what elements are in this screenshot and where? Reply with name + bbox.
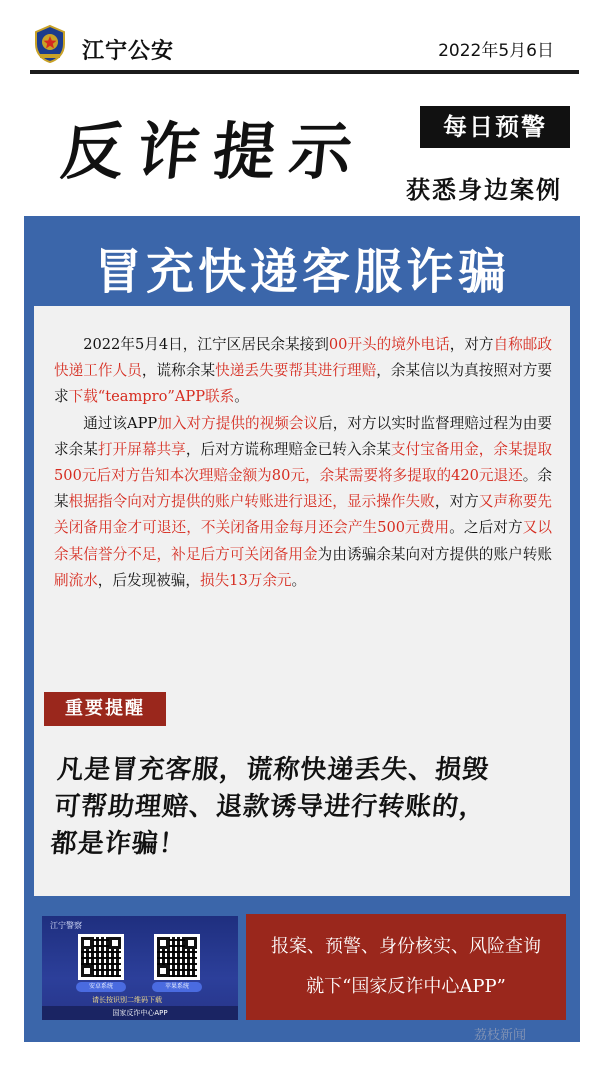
content-frame — [24, 216, 580, 1042]
watermark: 荔枝新闻 — [474, 1028, 527, 1043]
qr-label-android: 安卓系统 — [76, 982, 126, 992]
tagline: 获悉身边案例 — [406, 176, 562, 204]
highlight-text: 损失13万余元 — [199, 571, 292, 589]
body-text: ，后对方谎称理赔金已转入余某 — [185, 440, 391, 458]
highlight-text: 又以余某信誉分不足，补足后方可关闭备用金 — [54, 519, 552, 563]
police-badge-icon — [30, 24, 70, 64]
highlight-text: 00开头的境外电话 — [328, 336, 450, 353]
highlight-text: 快递丢失要帮其进行理赔 — [215, 362, 377, 380]
body-text: ，余某信以为真按照对方要求 — [54, 362, 552, 406]
reminder-text — [49, 752, 559, 863]
body-text: 。余某 — [54, 467, 552, 511]
body-text: ，后发现被骗， — [97, 571, 200, 589]
reminder-line: 都是诈骗！ — [49, 829, 188, 859]
body-text: ，谎称余某 — [141, 362, 216, 380]
header-divider — [30, 70, 579, 74]
highlight-text: 自称邮政快递工作人员 — [54, 336, 552, 380]
body-text: 。 — [291, 571, 307, 589]
body-text: 通过该APP — [83, 414, 158, 432]
daily-warning-tag: 每日预警 — [420, 106, 570, 148]
body-text: 。 — [234, 388, 249, 406]
highlight-text: 根据指令向对方提供的账户转账进行退还，显示操作失败 — [68, 493, 435, 511]
case-description-card — [34, 306, 570, 692]
body-text: 后，对方以实时监督理赔过程为由要求余某 — [54, 414, 552, 458]
highlight-text: 刷流水 — [54, 571, 98, 589]
highlight-text: 支付宝备用金，余某提取500元后对方告知本次理赔金额为80元，余某需要将多提取的420元退还 — [54, 440, 552, 485]
body-text: 为由诱骗余某向对方提供的账户转账 — [317, 545, 552, 563]
highlight-text: 下载“teampro”APP联系 — [68, 388, 235, 406]
body-text: ，对方 — [434, 493, 479, 511]
case-paragraph-2 — [54, 411, 552, 594]
qr-panel-title: 江宁警察 — [50, 921, 82, 930]
highlight-text: 加入对方提供的视频会议 — [157, 414, 319, 432]
highlight-text: 打开屏幕共享 — [97, 440, 186, 458]
org-name: 江宁公安 — [82, 39, 175, 64]
app-promo-line-2: 就下“国家反诈中心APP” — [306, 976, 506, 997]
case-paragraph-1 — [54, 332, 552, 411]
reminder-card — [34, 682, 570, 896]
qr-panel-footer: 国家反诈中心APP — [42, 1006, 238, 1020]
case-banner: 冒充快递客服诈骗 — [93, 244, 510, 300]
reminder-line: 可帮助理赔、退款诱导进行转账的， — [52, 792, 488, 822]
header — [0, 0, 600, 80]
qr-label-ios: 苹果系统 — [152, 982, 202, 992]
qr-code-android[interactable] — [78, 934, 124, 980]
qr-code-ios[interactable] — [154, 934, 200, 980]
qr-hint: 请长按识别二维码下载 — [92, 996, 162, 1004]
publish-date: 2022年5月6日 — [438, 41, 554, 61]
app-promo-line-1: 报案、预警、身份核实、风险查询 — [271, 936, 541, 957]
reminder-line: 凡是冒充客服，谎称快递丢失、损毁 — [55, 755, 491, 785]
app-promo-box — [246, 914, 566, 1020]
body-text: 。之后对方 — [449, 519, 523, 537]
body-text: ，对方 — [449, 336, 494, 353]
body-text: 2022年5月4日，江宁区居民余某接到 — [83, 336, 329, 353]
reminder-label: 重要提醒 — [44, 692, 166, 726]
highlight-text: 又声称要先关闭备用金才可退还，不关闭备用金每月还会产生500元费用 — [54, 493, 552, 537]
page-title: 反诈提示 — [57, 115, 370, 188]
app-qr-panel — [42, 916, 238, 1020]
